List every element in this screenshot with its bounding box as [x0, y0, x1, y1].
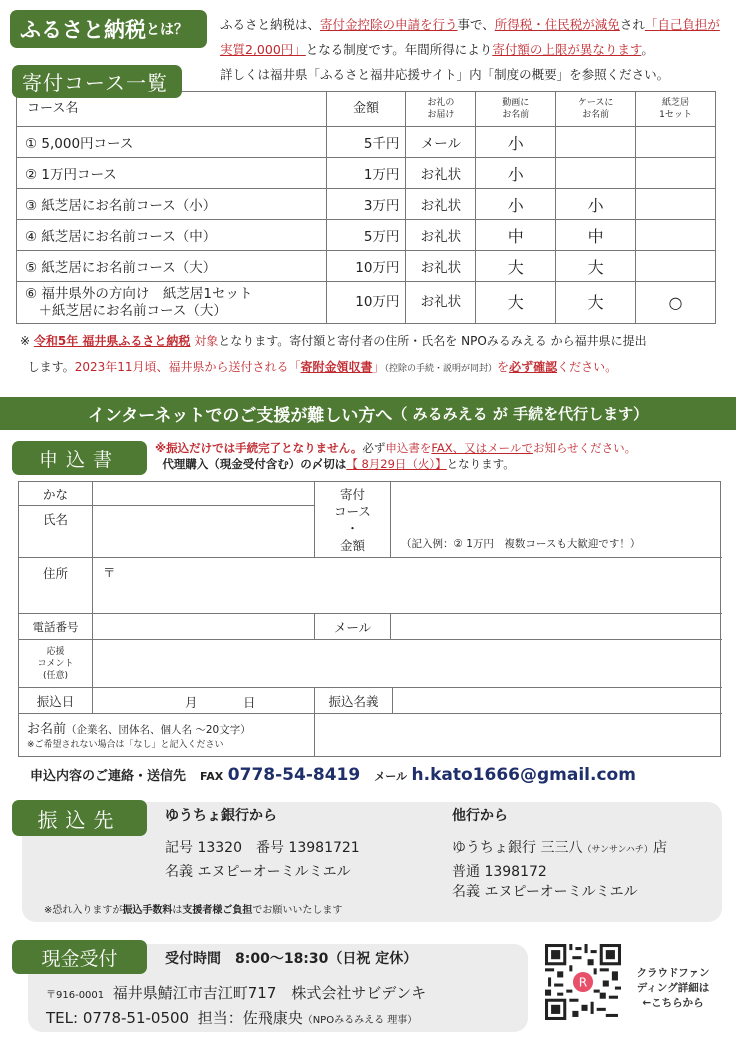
- svg-text:R: R: [578, 975, 588, 990]
- table-row: [17, 251, 716, 282]
- table-row: [17, 189, 716, 220]
- course-set: [636, 220, 716, 251]
- transfer-name-input[interactable]: [393, 688, 722, 714]
- postal-code: 〒916-0001: [46, 990, 105, 1001]
- fax-label: FAX: [200, 770, 224, 783]
- course-case: [556, 158, 636, 189]
- cash-reception-badge: 現金受付: [12, 940, 147, 974]
- course-video: 中: [476, 220, 556, 251]
- table-row: [17, 127, 716, 158]
- internet-support-banner: [0, 397, 736, 430]
- month-label: 月: [185, 695, 198, 710]
- contact-label: 申込内容のご連絡・送信先: [30, 769, 187, 784]
- course-video: 小: [476, 189, 556, 220]
- deadline-date: 【 8月29日（火）】: [346, 457, 447, 471]
- course-delivery: メール: [406, 127, 476, 158]
- course-delivery: お礼状: [406, 282, 476, 324]
- yucho-title: ゆうちょ銀行から: [165, 808, 277, 824]
- course-example-hint: （記入例：② 1万円 複数コースも大歓迎です！）: [401, 538, 641, 550]
- course-delivery: お礼状: [406, 220, 476, 251]
- furusato-heading-suffix: とは？: [146, 22, 188, 38]
- address-input[interactable]: [93, 558, 722, 614]
- note-mark: ※: [20, 334, 31, 348]
- fax-number: 0778-54-8419: [227, 765, 361, 785]
- note-highlight: 必ず確認: [509, 360, 558, 374]
- email-label: メール: [315, 614, 391, 640]
- note-highlight: ください。: [557, 360, 618, 374]
- header-case-name: ケースに お名前: [556, 92, 636, 127]
- course-amount: 1万円: [326, 158, 406, 189]
- course-name: ⑥ 福井県外の方向け 紙芝居1セット ＋紙芝居にお名前コース（大）: [17, 282, 327, 324]
- course-case: 中: [556, 220, 636, 251]
- intro-highlight: 寄付額の上限が異なります: [492, 42, 642, 57]
- transfer-date-label: 振込日: [19, 688, 93, 714]
- other-bank-info: 他行から ゆうちょ銀行 三三八（サンサンハチ）店 普通 1398172 名義 エヌピーオーミルミエル: [452, 804, 667, 902]
- banner-main-text: インターネットでのご支援が難しい方へ: [87, 406, 393, 426]
- course-video: 大: [476, 282, 556, 324]
- course-table: [16, 91, 716, 324]
- email-input[interactable]: [391, 614, 722, 640]
- other-bank-title: 他行から: [452, 808, 508, 824]
- tax-note: [20, 328, 730, 382]
- address-label: 住所: [19, 558, 93, 614]
- intro-text: となる制度です。年間所得により: [305, 42, 493, 57]
- header-kamishibai-set: 紙芝居 1セット: [636, 92, 716, 127]
- comment-label: 応援 コメント (任意): [19, 640, 93, 688]
- course-amount: 10万円: [326, 251, 406, 282]
- course-name: ① 5,000円コース: [17, 127, 327, 158]
- course-case: 大: [556, 282, 636, 324]
- phone-input[interactable]: [93, 614, 315, 640]
- furusato-intro-text: [220, 12, 730, 87]
- course-amount: 3万円: [326, 189, 406, 220]
- application-form: [18, 481, 721, 757]
- intro-reference-text: 詳しくは福井県「ふるさと福井応援サイト」内「制度の概要」を参照ください。: [220, 67, 670, 82]
- crowdfunding-text: クラウドファン ディング詳細は ←こちらから: [636, 967, 710, 1009]
- course-delivery: お礼状: [406, 251, 476, 282]
- course-name: ② 1万円コース: [17, 158, 327, 189]
- application-badge: 申込書: [12, 441, 147, 475]
- note-highlight: を: [497, 360, 510, 374]
- header-course-name: コース名: [17, 92, 327, 127]
- table-row: [17, 282, 716, 324]
- intro-highlight: 寄付金控除の申請を行う: [320, 17, 458, 32]
- course-set: [636, 127, 716, 158]
- comment-input[interactable]: [93, 640, 722, 688]
- intro-text: 。: [641, 42, 654, 57]
- note-highlight: 」: [372, 360, 385, 374]
- warning-text: 申込書を: [385, 441, 432, 455]
- note-highlight: 対象: [194, 334, 219, 348]
- table-row: [17, 158, 716, 189]
- contact-info: [30, 765, 730, 785]
- table-row: [17, 220, 716, 251]
- name-input[interactable]: [93, 506, 315, 558]
- yucho-account: 記号 13320 番号 13981721: [165, 840, 360, 856]
- contact-person-note: （NPOみるみえる 理事）: [302, 1015, 418, 1026]
- name-label: 氏名: [19, 506, 93, 558]
- contact-person: 担当：佐飛康央: [197, 1009, 303, 1027]
- course-name: ④ 紙芝居にお名前コース（中）: [17, 220, 327, 251]
- course-set: [636, 251, 716, 282]
- receipt-name: 寄附金領収書: [300, 360, 373, 374]
- postal-mark: 〒: [103, 565, 116, 580]
- bank-transfer-badge: 振込先: [12, 800, 147, 836]
- cash-address: [46, 982, 426, 1032]
- transfer-name-label: 振込名義: [315, 688, 393, 714]
- course-amount-input[interactable]: [391, 482, 722, 558]
- intro-highlight: 所得税・住民税が減免: [494, 17, 620, 32]
- course-video: 小: [476, 127, 556, 158]
- transfer-date-input[interactable]: [93, 688, 315, 714]
- course-amount-label: 寄付 コース ・ 金額: [315, 482, 391, 558]
- banner-sub-text: （ みるみえる が 手続を代行します）: [392, 405, 649, 423]
- note-highlight: 2023年11月頃、福井県から送付される「: [74, 360, 301, 374]
- intro-text: 事で、: [457, 17, 495, 32]
- header-amount: 金額: [326, 92, 406, 127]
- display-name-note: ※ご希望されない場合は「なし」と記入ください: [27, 740, 224, 750]
- course-video: 大: [476, 251, 556, 282]
- yucho-bank-info: [165, 804, 360, 884]
- other-bank-branch: ゆうちょ銀行 三三八: [452, 840, 583, 856]
- note-highlight: 令和5年 福井県ふるさと納税: [33, 334, 191, 348]
- course-case: 小: [556, 189, 636, 220]
- warning-text: FAX、又はメールで: [431, 441, 533, 455]
- header-delivery: お礼の お届け: [406, 92, 476, 127]
- transfer-fee-note: ※恐れ入りますが振込手数料は支援者様ご負担でお願いいたします: [44, 905, 343, 916]
- course-list-badge: 寄付コース一覧: [12, 65, 182, 98]
- mail-label: メール: [374, 770, 407, 783]
- note-text: します。: [27, 360, 75, 374]
- warning-text: お知らせください。: [532, 441, 637, 455]
- qr-code-icon[interactable]: [545, 944, 621, 1020]
- phone-number: TEL: 0778-51-0500: [46, 1009, 190, 1027]
- intro-highlight: 「自己負担が実質2,000円」: [220, 17, 720, 57]
- note-small: （控除の手続・説明が同封）: [384, 364, 498, 374]
- application-warning: [155, 440, 735, 472]
- note-text: となります。寄付額と寄付者の住所・氏名を NPOみるみえる から福井県に提出: [218, 334, 647, 348]
- reception-hours: 受付時間 8:00～18:30（日祝 定休）: [165, 951, 418, 967]
- yucho-holder: 名義 エヌピーオーミルミエル: [165, 864, 351, 880]
- header-video-name: 動画に お名前: [476, 92, 556, 127]
- phone-label: 電話番号: [19, 614, 93, 640]
- course-amount: 5万円: [326, 220, 406, 251]
- course-case: [556, 127, 636, 158]
- course-amount: 5千円: [326, 127, 406, 158]
- day-label: 日: [243, 695, 256, 710]
- furusato-heading-badge: [10, 10, 207, 48]
- course-set: [636, 158, 716, 189]
- course-delivery: お礼状: [406, 189, 476, 220]
- display-name-label: お名前（企業名、団体名、個人名 ～20文字） ※ご希望されない場合は「なし」と記入ください: [19, 714, 315, 756]
- email-link[interactable]: h.kato1666@gmail.com: [411, 765, 636, 785]
- kana-input[interactable]: [93, 482, 315, 506]
- course-delivery: お礼状: [406, 158, 476, 189]
- course-video: 小: [476, 158, 556, 189]
- deadline-text: となります。: [446, 457, 515, 471]
- intro-text: され: [619, 17, 645, 32]
- kana-label: かな: [19, 482, 93, 506]
- course-set: ○: [636, 282, 716, 324]
- warning-text: ※振込だけでは手続完了となりません。: [155, 441, 363, 455]
- other-bank-account: 普通 1398172: [452, 864, 547, 880]
- display-name-input[interactable]: [315, 714, 722, 756]
- intro-text: ふるさと納税は、: [220, 17, 321, 32]
- course-set: [636, 189, 716, 220]
- course-case: 大: [556, 251, 636, 282]
- deadline-text: 代理購入（現金受付含む）の〆切は: [162, 457, 347, 471]
- other-bank-holder: 名義 エヌピーオーミルミエル: [452, 884, 638, 900]
- street-address: 福井県鯖江市吉江町717 株式会社サビデンキ: [112, 984, 427, 1002]
- course-amount: 10万円: [326, 282, 406, 324]
- warning-text: 必ず: [362, 441, 386, 455]
- course-name: ③ 紙芝居にお名前コース（小）: [17, 189, 327, 220]
- furusato-heading-main: ふるさと納税: [20, 18, 146, 42]
- course-name: ⑤ 紙芝居にお名前コース（大）: [17, 251, 327, 282]
